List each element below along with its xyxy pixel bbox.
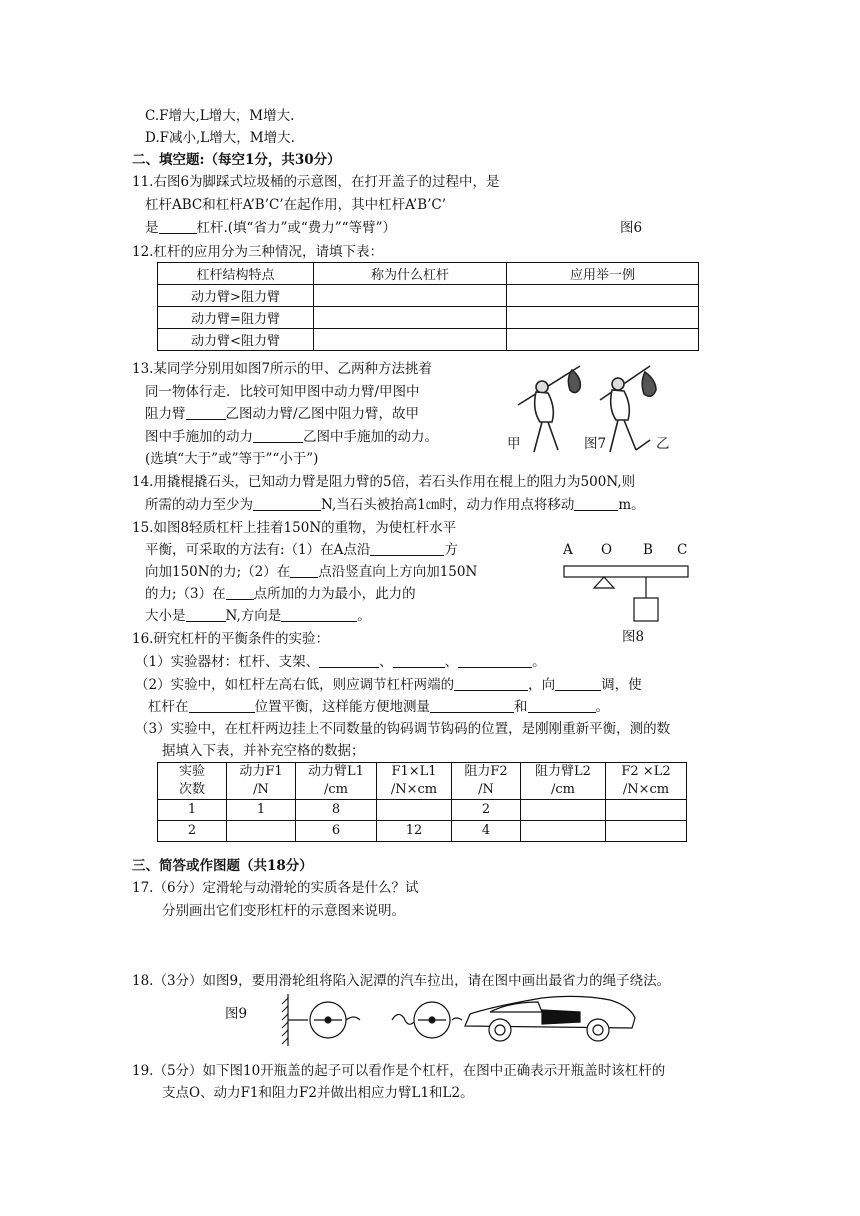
q12-row-label: 动力臂>阻力臂 [158, 285, 314, 307]
q13-blank-2[interactable] [253, 429, 303, 443]
q12-table [157, 262, 699, 351]
q16-blank-7[interactable] [430, 699, 514, 713]
q16-part1 [135, 653, 546, 671]
q16-col-header: 动力臂L1 /cm [296, 763, 377, 800]
q12-answer-cell[interactable] [314, 307, 507, 329]
q16-cell: 1 [227, 800, 296, 821]
q16-cell[interactable] [606, 800, 687, 821]
q16-col-header: 阻力臂L2 /cm [521, 763, 606, 800]
q16-text-e: （2）实验中，如杠杆左高右低，则应调节杠杆两端的 [135, 677, 455, 693]
q12-answer-cell[interactable] [507, 329, 699, 351]
q15-line1: 15.如图8轻质杠杆上挂着150N的重物，为使杠杆水平 [132, 520, 457, 536]
q12-answer-cell[interactable] [314, 285, 507, 307]
q16-blank-5[interactable] [555, 677, 601, 691]
q15-blank-5[interactable] [281, 608, 357, 622]
q16-cell[interactable] [521, 821, 606, 842]
fig8-label-c: C [677, 542, 688, 558]
q15-text-c: 向加150N的力;（2）在 [145, 564, 291, 580]
fig8-label-o: O [601, 542, 613, 558]
q15-blank-1[interactable] [370, 542, 444, 556]
fig8-label-a: A [563, 542, 573, 558]
q13-line4 [145, 428, 438, 446]
fig7-label-yi: 乙 [656, 436, 670, 452]
q16-text-b: 、 [379, 654, 393, 670]
q11-line1: 11.右图6为脚踩式垃圾桶的示意图，在打开盖子的过程中，是 [132, 174, 500, 190]
q14-blank-1[interactable] [253, 497, 321, 511]
q11-text-b: 杠杆.(填“省力”或“费力”“等臂”） [196, 220, 396, 236]
q15-blank-4[interactable] [186, 608, 226, 622]
q19-line2: 支点O、动力F1和阻力F2并做出相应力臂L1和L2。 [162, 1085, 474, 1101]
q16-part3: （3）实验中，在杠杆两边挂上不同数量的钩码调节钩码的位置，是刚刚重新平衡，测的数 [135, 721, 671, 737]
q11-text-a: 是 [145, 220, 159, 236]
q11-line3 [145, 219, 396, 237]
q16-part3b: 据填入下表，并补充空格的数据； [162, 743, 365, 759]
fig9-pulley-car-diagram [280, 988, 650, 1050]
q16-blank-1[interactable] [319, 654, 379, 668]
q13-line1: 13.某同学分别用如图7所示的甲、乙两种方法挑着 [132, 361, 433, 377]
q16-cell[interactable] [521, 800, 606, 821]
q16-part2b [148, 698, 609, 716]
fig7-label-jia: 甲 [507, 436, 521, 452]
q12-answer-cell[interactable] [507, 285, 699, 307]
q15-line5 [145, 607, 371, 625]
q10-option-c: C.F增大,L增大，M增大. [145, 108, 295, 124]
q16-blank-2[interactable] [393, 654, 445, 668]
q16-text-j: 和 [514, 699, 528, 715]
q16-cell: 4 [452, 821, 521, 842]
q16-cell: 2 [452, 800, 521, 821]
q16-text-i: 位置平衡，这样能方便地测量 [254, 699, 430, 715]
fig8-lever-diagram [560, 560, 695, 626]
q16-col-header: F1×L1 /N×cm [377, 763, 452, 800]
q12-intro: 12.杠杆的应用分为三种情况，请填下表： [132, 244, 383, 260]
q12-header-2: 称为什么杠杆 [314, 263, 507, 285]
q16-blank-6[interactable] [189, 699, 255, 713]
q16-cell[interactable] [606, 821, 687, 842]
fig8-caption: 图8 [622, 629, 645, 645]
q14-blank-2[interactable] [574, 497, 618, 511]
q16-text-d: 。 [532, 654, 546, 670]
q13-text-d: 乙图中手施加的动力。 [303, 429, 438, 445]
q15-text-d: 点沿竖直向上方向加150N [318, 564, 478, 580]
q16-text-k: 。 [595, 699, 609, 715]
q16-blank-3[interactable] [458, 654, 532, 668]
q16-cell: 8 [296, 800, 377, 821]
q13-text-a: 阻力臂 [145, 406, 186, 422]
q15-text-g: 大小是 [145, 608, 186, 624]
section-3-title: 三、简答或作图题（共18分） [132, 858, 313, 874]
q15-blank-2[interactable] [290, 564, 318, 578]
q15-text-f: 点所加的力为最小，此力的 [253, 586, 416, 602]
q12-row-label: 动力臂<阻力臂 [158, 329, 314, 351]
q13-text-c: 图中手施加的动力 [145, 429, 253, 445]
q16-text-g: 调，使 [601, 677, 642, 693]
q16-blank-4[interactable] [454, 677, 528, 691]
q15-text-i: 。 [357, 608, 371, 624]
fig6-caption: 图6 [620, 220, 643, 236]
q16-cell[interactable] [227, 821, 296, 842]
q16-col-header: 阻力F2 /N [452, 763, 521, 800]
section-2-title: 二、填空题:（每空1分，共30分） [132, 152, 341, 168]
q16-title: 16.研究杠杆的平衡条件的实验： [132, 631, 329, 647]
q12-answer-cell[interactable] [507, 307, 699, 329]
q15-line4 [145, 585, 416, 603]
q19-line1: 19.（5分）如下图10开瓶盖的起子可以看作是个杠杆，在图中正确表示开瓶盖时该杠杆的 [132, 1063, 666, 1079]
q16-col-header: 动力F1 /N [227, 763, 296, 800]
q16-col-header: 实验 次数 [158, 763, 227, 800]
q13-line3 [145, 405, 419, 423]
q10-option-d: D.F减小,L增大，M增大. [145, 130, 295, 146]
q14-line2 [145, 496, 645, 514]
q16-text-f: ，向 [528, 677, 556, 693]
q16-cell: 6 [296, 821, 377, 842]
q15-text-e: 的力;（3）在 [145, 586, 226, 602]
q16-text-c: 、 [444, 654, 459, 670]
q15-text-h: N,方向是 [225, 608, 282, 624]
q16-text-a: （1）实验器材：杠杆、支架、 [135, 654, 320, 670]
q16-cell[interactable] [377, 800, 452, 821]
q12-header-3: 应用举一例 [507, 263, 699, 285]
q18-line1: 18.（3分）如图9，要用滑轮组将陷入泥潭的汽车拉出，请在图中画出最省力的绳子绕法。 [132, 973, 671, 989]
q14-text-c: m。 [618, 497, 645, 513]
q13-blank-1[interactable] [186, 406, 226, 420]
q16-cell: 1 [158, 800, 227, 821]
q16-cell: 12 [377, 821, 452, 842]
q13-line5: (选填“大于”或”等于”“小于”) [145, 451, 319, 467]
q14-text-b: N,当石头被抬高1㎝时，动力作用点将移动 [321, 497, 575, 513]
q15-blank-3[interactable] [226, 586, 254, 600]
q17-line2: 分别画出它们变形杠杆的示意图来说明。 [162, 903, 405, 919]
q13-text-b: 乙图动力臂/乙图中阻力臂，故甲 [225, 406, 420, 422]
q12-answer-cell[interactable] [314, 329, 507, 351]
q16-data-table [157, 762, 687, 842]
q17-line1: 17.（6分）定滑轮与动滑轮的实质各是什么？试 [132, 880, 419, 896]
fig7-caption: 图7 [584, 436, 607, 452]
q15-text-a: 平衡，可采取的方法有:（1）在A点沿 [145, 542, 371, 558]
fig9-caption: 图9 [225, 1006, 248, 1022]
q12-row-label: 动力臂=阻力臂 [158, 307, 314, 329]
q13-line2: 同一物体行走．比较可知甲图中动力臂/甲图中 [145, 384, 420, 400]
q15-line3 [145, 563, 477, 581]
q14-line1: 14.用撬棍撬石头，已知动力臂是阻力臂的5倍，若石头作用在棍上的阻力为500N,则 [132, 474, 636, 490]
q16-blank-8[interactable] [528, 699, 596, 713]
q15-text-b: 方 [444, 542, 458, 558]
q14-text-a: 所需的动力至少为 [145, 497, 253, 513]
q16-col-header: F2 ×L2 /N×cm [606, 763, 687, 800]
fig8-label-b: B [643, 542, 653, 558]
q11-line2: 杠杆ABC和杠杆A’B’C’在起作用，其中杠杆A’B’C’ [145, 197, 447, 213]
q15-line2 [145, 541, 458, 559]
q16-cell: 2 [158, 821, 227, 842]
q16-part2 [135, 676, 642, 694]
q11-answer-blank[interactable] [159, 220, 197, 234]
q16-text-h: 杠杆在 [148, 699, 189, 715]
q12-header-1: 杠杆结构特点 [158, 263, 314, 285]
